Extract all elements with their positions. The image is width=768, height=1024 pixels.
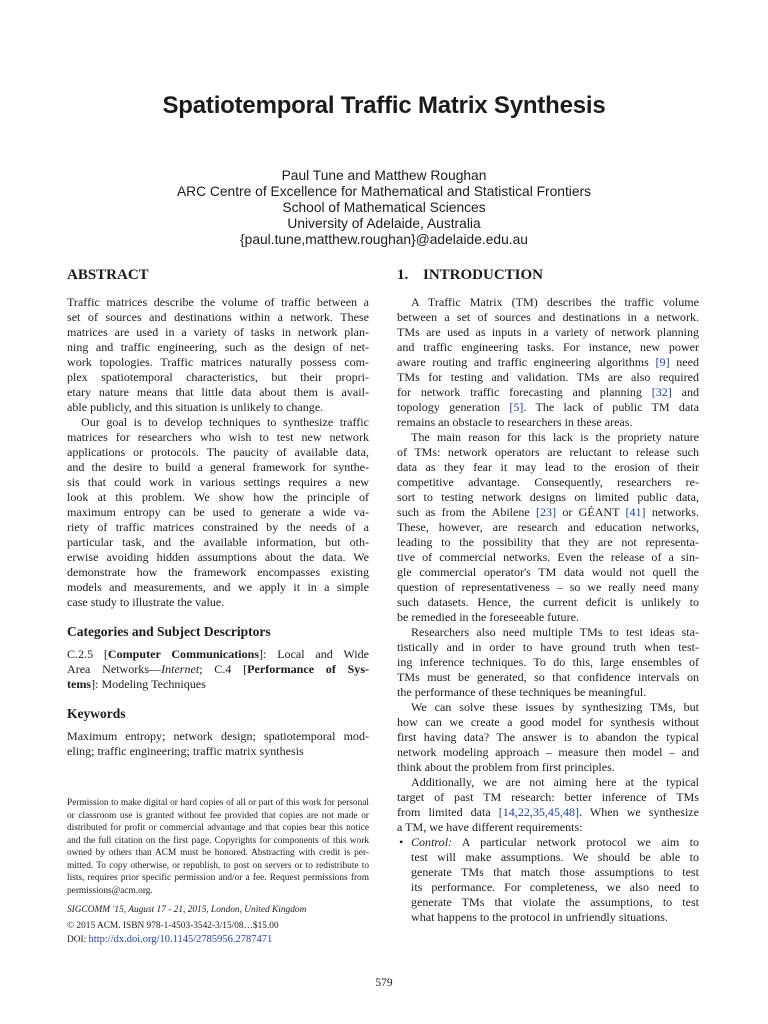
text-line: matrices for researchers who wish to test new network bbox=[67, 430, 369, 444]
text-line: topology generation [5]. The lack of public TM data bbox=[397, 400, 699, 414]
permission-notice bbox=[67, 797, 369, 947]
text-line: between a set of sources and destinations in a network. bbox=[397, 310, 699, 324]
text-line: maximum entropy can be used to generate a wide va- bbox=[67, 505, 369, 519]
text-line: Additionally, we are not aiming here at the typical bbox=[411, 775, 699, 789]
text-line: The main reason for this lack is the propriety nature bbox=[411, 430, 699, 444]
text-line: target of past TM research: better inference of TMs bbox=[397, 790, 699, 804]
text-line: eling; traffic engineering; traffic matrix synthesis bbox=[67, 744, 304, 758]
text-line: aware routing and traffic engineering algorithms [9] need bbox=[397, 355, 699, 369]
text-line: etary nature means that little data about them is avail- bbox=[67, 385, 369, 399]
text-line: set of sources and destinations within a network. These bbox=[67, 310, 369, 324]
text-line: data as they fear it may lead to the erosion of their bbox=[397, 460, 699, 474]
text-line: of TMs: network operators are reluctant to release such bbox=[397, 445, 699, 459]
categories-heading: Categories and Subject Descriptors bbox=[67, 624, 271, 639]
citation-link[interactable]: [23] bbox=[536, 505, 557, 519]
text-line: Maximum entropy; network design; spatiotemporal mod- bbox=[67, 729, 369, 743]
text-line: competitive advantage. Consequently, researchers re- bbox=[397, 475, 699, 489]
bullet-icon: • bbox=[399, 835, 404, 849]
text-line: gle commercial operator's TM data would not quell the bbox=[397, 565, 699, 579]
text-line: plex spatiotemporal characteristics, but their propri- bbox=[67, 370, 369, 384]
affiliation-school: School of Mathematical Sciences bbox=[282, 200, 486, 215]
text-line: first having data? The answer is to abandon the typical bbox=[397, 730, 699, 744]
text-line: TMs are used as inputs in a variety of network planning bbox=[397, 325, 699, 339]
text-line: test will make assumptions. We should be able to bbox=[411, 850, 699, 864]
text-line: particular task, and the available information, but oth- bbox=[67, 535, 369, 549]
citation-link[interactable]: [41] bbox=[625, 505, 646, 519]
text-line: Researchers also need multiple TMs to test ideas sta- bbox=[411, 625, 699, 639]
text-line: A Traffic Matrix (TM) describes the traffic volume bbox=[411, 295, 699, 309]
text-line: look at this problem. We show how the principle of bbox=[67, 490, 369, 504]
text-line: C.2.5 [Computer Communications]: Local and Wide bbox=[67, 647, 369, 661]
doi-line: DOI: http://dx.doi.org/10.1145/2785956.2787471 bbox=[67, 934, 273, 945]
copyright-line: © 2015 ACM. ISBN 978-1-4503-3542-3/15/08…$15.00 bbox=[67, 920, 279, 931]
keywords-text bbox=[67, 729, 369, 759]
text-line: tive of commercial networks. Even the release of a sin- bbox=[397, 550, 699, 564]
intro-paragraph-5 bbox=[397, 775, 699, 835]
text-line: tems]: Modeling Techniques bbox=[67, 677, 206, 691]
text-line: permissions@acm.org. bbox=[67, 885, 153, 896]
introduction-heading: 1. INTRODUCTION bbox=[397, 267, 544, 283]
text-line: Control: A particular network protocol we aim to bbox=[411, 835, 699, 849]
intro-paragraph-3 bbox=[397, 625, 699, 700]
text-line: for network traffic forecasting and planning [32] and bbox=[397, 385, 699, 399]
intro-paragraph-4 bbox=[397, 700, 699, 775]
abstract-paragraph-2 bbox=[67, 415, 369, 610]
intro-paragraph-1 bbox=[397, 295, 699, 430]
conference-info: SIGCOMM '15, August 17 - 21, 2015, London, United Kingdom bbox=[67, 905, 307, 915]
text-line: remains an obstacle to researchers in these areas. bbox=[397, 415, 633, 429]
text-line: Permission to make digital or hard copies of all or part of this work for personal bbox=[67, 798, 369, 808]
text-line: Our goal is to develop techniques to synthesize traffic bbox=[81, 415, 369, 429]
page-number: 579 bbox=[375, 977, 393, 989]
intro-paragraph-2 bbox=[397, 430, 699, 625]
text-line: sis that could work in various settings requires a new bbox=[67, 475, 369, 489]
citation-link[interactable]: [5] bbox=[509, 400, 524, 414]
text-line: network modeling approach – measure then model – and bbox=[397, 745, 699, 759]
text-line: We can solve these issues by synthesizing TMs, but bbox=[411, 700, 699, 714]
text-line: matrices are used in a variety of tasks in network plan- bbox=[67, 325, 369, 339]
text-line: owned by others than ACM must be honored. Abstracting with credit is per- bbox=[67, 848, 369, 858]
text-line: models and measurements, and we apply it in a simple bbox=[67, 580, 369, 594]
text-line: generate TMs that match those assumptions to test bbox=[411, 865, 699, 879]
text-line: generate TMs that violate the assumptions, to test bbox=[411, 895, 699, 909]
text-line: ing inference techniques. To do this, large ensembles of bbox=[397, 655, 699, 669]
text-line: demonstrate how the framework encompasses existing bbox=[67, 565, 369, 579]
author-block bbox=[0, 168, 768, 248]
text-line: distributed for profit or commercial advantage and that copies bear this notice bbox=[67, 823, 369, 833]
text-line: and the full citation on the first page. Copyrights for components of this work bbox=[67, 835, 369, 846]
text-line: ning and traffic engineering, such as the design of net- bbox=[67, 340, 369, 354]
affiliation-centre: ARC Centre of Excellence for Mathematical and Statistical Frontiers bbox=[176, 184, 592, 199]
text-line: Area Networks—Internet; C.4 [Performance of Sys- bbox=[67, 662, 370, 676]
abstract-heading: ABSTRACT bbox=[67, 267, 149, 283]
text-line: and the desire to build a general framework for synthe- bbox=[67, 460, 369, 474]
text-line: such as from the Abilene [23] or GÉANT [41] networks. bbox=[397, 505, 700, 519]
author-names: Paul Tune and Matthew Roughan bbox=[281, 168, 487, 183]
text-line: work topologies. Traffic matrices naturally possess com- bbox=[67, 355, 369, 369]
text-line: riety of traffic matrices constrained by the needs of a bbox=[67, 520, 369, 534]
text-line: how can we create a good model for synthesis without bbox=[397, 715, 699, 729]
text-line: These, however, are research and education networks, bbox=[397, 520, 699, 534]
text-line: sort to testing network designs on limited public data, bbox=[397, 490, 699, 504]
keywords-heading: Keywords bbox=[67, 706, 126, 721]
text-line: a TM, we have different requirements: bbox=[397, 820, 583, 834]
doi-link[interactable]: http://dx.doi.org/10.1145/2785956.2787471 bbox=[88, 934, 273, 945]
text-line: TMs must be generated, so that confidence intervals on bbox=[397, 670, 699, 684]
text-line: able publicly, and this situation is unlikely to change. bbox=[67, 400, 324, 414]
text-line: or classroom use is granted without fee provided that copies are not made or bbox=[67, 810, 369, 821]
text-line: Traffic matrices describe the volume of traffic between a bbox=[67, 295, 369, 309]
text-line: what happens to the protocol in unfriendly situations. bbox=[411, 910, 668, 924]
text-line: its performance. For completeness, we also need to bbox=[411, 880, 699, 894]
categories-text bbox=[67, 647, 369, 692]
text-line: think about the problem from first principles. bbox=[397, 760, 615, 774]
text-line: question of representativeness – so we really need many bbox=[397, 580, 699, 594]
citation-link[interactable]: [14,22,35,45,48] bbox=[498, 805, 580, 819]
citation-link[interactable]: [32] bbox=[651, 385, 672, 399]
paper-title: Spatiotemporal Traffic Matrix Synthesis bbox=[162, 92, 606, 119]
abstract-paragraph-1 bbox=[67, 295, 369, 415]
text-line: TMs for testing and validation. TMs are also required bbox=[397, 370, 699, 384]
text-line: applications or protocols. The paucity of available data, bbox=[67, 445, 369, 459]
text-line: tistically and in order to have ground truth when test- bbox=[397, 640, 699, 654]
right-column bbox=[397, 266, 699, 925]
affiliation-university: University of Adelaide, Australia bbox=[287, 216, 481, 231]
text-line: such datasets. Hence, the current deficit is unlikely to bbox=[397, 595, 699, 609]
text-line: the performance of these techniques be meaningful. bbox=[397, 685, 647, 699]
citation-link[interactable]: [9] bbox=[655, 355, 670, 369]
text-line: erwise avoiding hidden assumptions about the data. We bbox=[67, 550, 369, 564]
author-email: {paul.tune,matthew.roughan}@adelaide.edu.au bbox=[240, 232, 528, 247]
text-line: and traffic engineering tasks. For instance, new power bbox=[397, 340, 699, 354]
text-line: be remedied in the foreseeable future. bbox=[397, 610, 579, 624]
text-line: from limited data [14,22,35,45,48]. When we synthesize bbox=[397, 805, 699, 819]
bullet-item-control bbox=[397, 835, 699, 925]
left-column bbox=[67, 266, 369, 759]
text-line: case study to illustrate the value. bbox=[67, 595, 225, 609]
text-line: mitted. To copy otherwise, or republish, to post on servers or to redistribute to bbox=[67, 860, 369, 871]
text-line: leading to the possibility that they are not representa- bbox=[397, 535, 699, 549]
text-line: lists, requires prior specific permission and/or a fee. Request permissions from bbox=[67, 873, 369, 883]
